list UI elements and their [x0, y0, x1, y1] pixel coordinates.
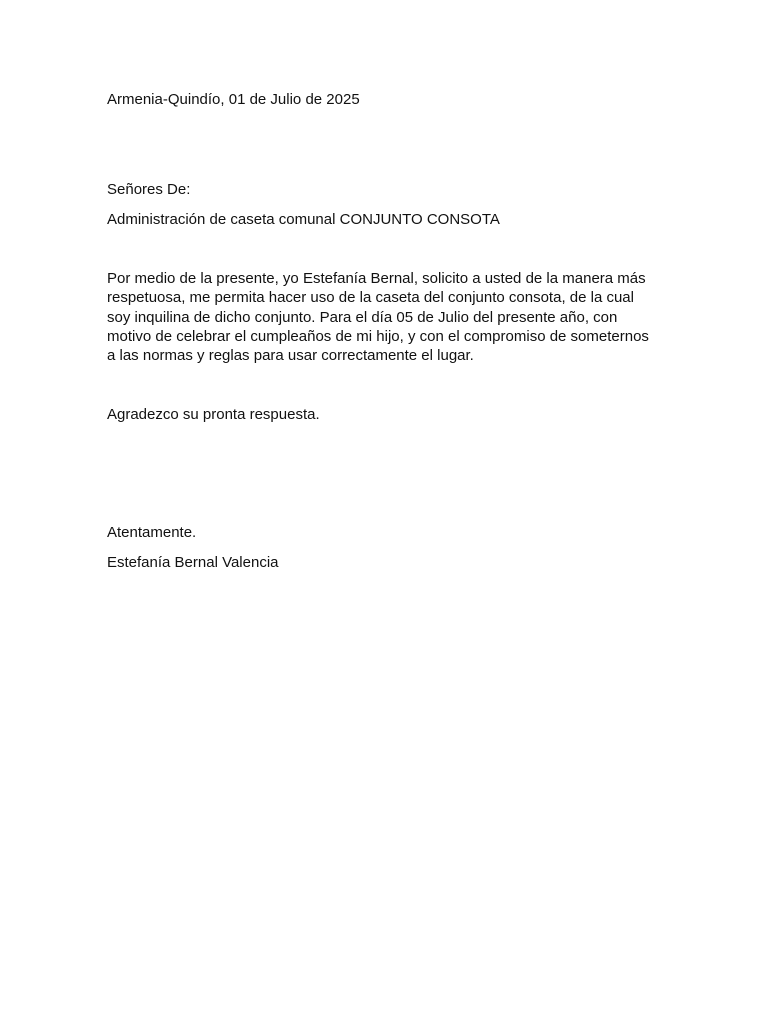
body-line: respetuosa, me permita hacer uso de la caseta del conjunto consota, de la cual	[107, 289, 634, 307]
thanks-line: Agradezco su pronta respuesta.	[107, 406, 320, 423]
signature-name: Estefanía Bernal Valencia	[107, 554, 279, 571]
body-line: Por medio de la presente, yo Estefanía Bernal, solicito a usted de la manera más	[107, 270, 646, 287]
closing: Atentamente.	[107, 524, 197, 541]
recipient: Administración de caseta comunal CONJUNTO CONSOTA	[107, 211, 500, 228]
salutation: Señores De:	[107, 181, 191, 198]
body-line: soy inquilina de dicho conjunto. Para el día 05 de Julio del presente año, con	[107, 308, 618, 326]
place-date: Armenia-Quindío, 01 de Julio de 2025	[107, 91, 360, 108]
body-line: a las normas y reglas para usar correctamente el lugar.	[107, 347, 474, 365]
body-line: motivo de celebrar el cumpleaños de mi hijo, y con el compromiso de someternos	[107, 327, 649, 345]
body-paragraph	[107, 269, 649, 365]
